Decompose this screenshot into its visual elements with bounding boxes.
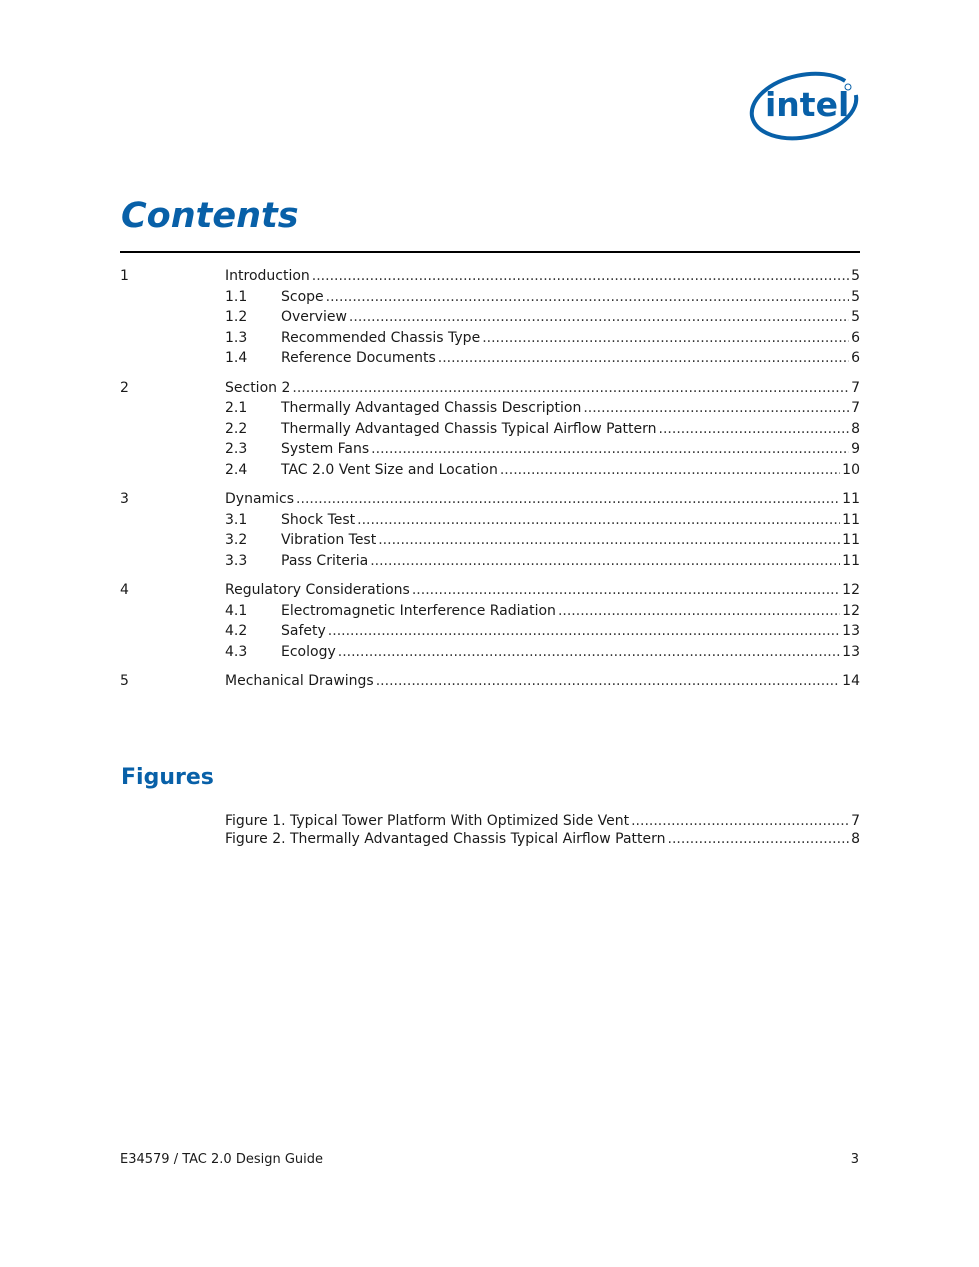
toc-subentry-text [225,287,860,308]
dot-leader [438,348,849,369]
section-title: Section 2 [225,379,291,396]
toc-subentry[interactable] [120,398,860,419]
page-number: 8 [851,420,860,437]
subsection-number: 2.3 [225,441,248,457]
figure-title: Figure 2. Thermally Advantaged Chassis Typical Airflow Pattern [225,831,666,847]
page-number: 10 [842,461,860,478]
page-number: 11 [842,511,860,528]
dot-leader [357,510,840,531]
figure-entry[interactable] [225,830,860,848]
subsection-title: Electromagnetic Interference Radiation [281,602,556,619]
section-number: 2 [120,379,129,396]
toc-subentry-text [225,551,860,572]
toc-subentry[interactable] [120,460,860,481]
intel-logo [748,66,862,142]
page-number: 5 [851,309,860,325]
subsection-title: Recommended Chassis Type [281,329,481,346]
section-title: Introduction [225,268,310,284]
section-number: 1 [120,268,129,284]
toc-subentry-text [225,460,860,481]
subsection-number: 1.4 [225,350,248,366]
subsection-number: 3.2 [225,532,248,548]
page-number: 7 [851,813,860,829]
toc-subentry-text [225,530,860,551]
toc-subentry[interactable] [120,621,860,642]
subsection-number: 4.2 [225,623,248,639]
figure-title: Figure 1. Typical Tower Platform With Optimized Side Vent [225,813,630,829]
dot-leader [482,328,849,349]
page-number: 6 [851,350,860,366]
dot-leader [668,830,850,848]
section-title: Regulatory Considerations [225,582,410,598]
subsection-number: 2.2 [225,420,248,437]
dot-leader [412,580,840,601]
subsection-title: Shock Test [281,511,356,528]
toc-entry[interactable] [120,378,860,399]
toc-section [120,489,860,571]
dot-leader [558,601,840,622]
toc-entry-text [225,671,860,692]
page-number: 11 [842,532,860,548]
toc-subentry-text [225,348,860,369]
section-number: 5 [120,673,129,689]
page-number: 9 [851,441,860,457]
toc-subentry-text [225,642,860,663]
toc-entry[interactable] [120,266,860,287]
toc-subentry-text [225,328,860,349]
subsection-title: System Fans [281,441,370,457]
subsection-number: 2.4 [225,461,248,478]
toc-subentry[interactable] [120,328,860,349]
page-number: 5 [851,288,860,305]
subsection-title: Pass Criteria [281,552,369,569]
toc-entry-text [225,580,860,601]
page-number: 13 [842,623,860,639]
toc-entry[interactable] [120,671,860,692]
toc-subentry[interactable] [120,642,860,663]
subsection-title: Reference Documents [281,350,436,366]
page-number: 8 [851,831,860,847]
section-number: 3 [120,491,129,507]
dot-leader [371,439,849,460]
toc-subentry-text [225,601,860,622]
subsection-number: 1.2 [225,309,248,325]
toc-subentry[interactable] [120,530,860,551]
page-number: 11 [842,552,860,569]
dot-leader [292,378,849,399]
page-number: 5 [851,268,860,284]
page-number: 13 [842,643,860,660]
subsection-title: Ecology [281,643,336,660]
dot-leader [631,812,849,830]
toc-subentry[interactable] [120,287,860,308]
dot-leader [500,460,840,481]
toc-subentry-text [225,419,860,440]
toc-subentry[interactable] [120,348,860,369]
toc-subentry[interactable] [120,601,860,622]
subsection-number: 2.1 [225,400,248,416]
footer-document-id: E34579 / TAC 2.0 Design Guide [120,1152,324,1167]
subsection-title: Thermally Advantaged Chassis Description [281,400,582,416]
toc-subentry[interactable] [120,510,860,531]
subsection-number: 1.3 [225,329,248,346]
page-number: 14 [842,673,860,689]
subsection-title: Overview [281,309,347,325]
dot-leader [312,266,849,287]
toc-entry-text [225,489,860,510]
figure-entry[interactable] [225,812,860,830]
toc-subentry-text [225,621,860,642]
toc-subentry-text [225,510,860,531]
subsection-title: TAC 2.0 Vent Size and Location [281,461,498,478]
section-title: Mechanical Drawings [225,673,374,689]
footer-page-number: 3 [850,1152,859,1167]
dot-leader [583,398,849,419]
toc-section [120,378,860,481]
toc-entry-text [225,266,860,287]
subsection-title: Scope [281,288,324,305]
dot-leader [338,642,840,663]
page-number: 12 [842,582,860,598]
toc-subentry[interactable] [120,551,860,572]
page-number: 7 [851,379,860,396]
dot-leader [659,419,850,440]
toc-entry[interactable] [120,580,860,601]
subsection-title: Safety [281,623,326,639]
toc-subentry-text [225,398,860,419]
toc-subentry-text [225,307,860,328]
dot-leader [378,530,840,551]
toc-subentry[interactable] [120,307,860,328]
page-title: Contents [121,196,299,236]
page-number: 6 [851,329,860,346]
toc-entry[interactable] [120,489,860,510]
toc-section [120,580,860,662]
subsection-title: Vibration Test [281,532,377,548]
toc-subentry[interactable] [120,419,860,440]
dot-leader [296,489,840,510]
toc-section [120,266,860,369]
title-rule [120,251,860,253]
section-number: 4 [120,582,129,598]
dot-leader [376,671,840,692]
page-number: 7 [851,400,860,416]
subsection-number: 3.1 [225,511,248,528]
dot-leader [328,621,840,642]
toc-subentry[interactable] [120,439,860,460]
dot-leader [370,551,840,572]
dot-leader [349,307,849,328]
figures-heading: Figures [121,765,214,790]
subsection-number: 4.3 [225,643,248,660]
subsection-number: 3.3 [225,552,248,569]
subsection-title: Thermally Advantaged Chassis Typical Airflow Pattern [281,420,657,437]
intel-logo-text: intel [765,85,850,124]
toc-entry-text [225,378,860,399]
toc-section [120,671,860,692]
list-of-figures [225,812,860,848]
dot-leader [326,287,849,308]
page-number: 11 [842,491,860,507]
toc-subentry-text [225,439,860,460]
table-of-contents [120,266,860,701]
subsection-number: 4.1 [225,602,248,619]
page-number: 12 [842,602,860,619]
subsection-number: 1.1 [225,288,248,305]
section-title: Dynamics [225,491,295,507]
